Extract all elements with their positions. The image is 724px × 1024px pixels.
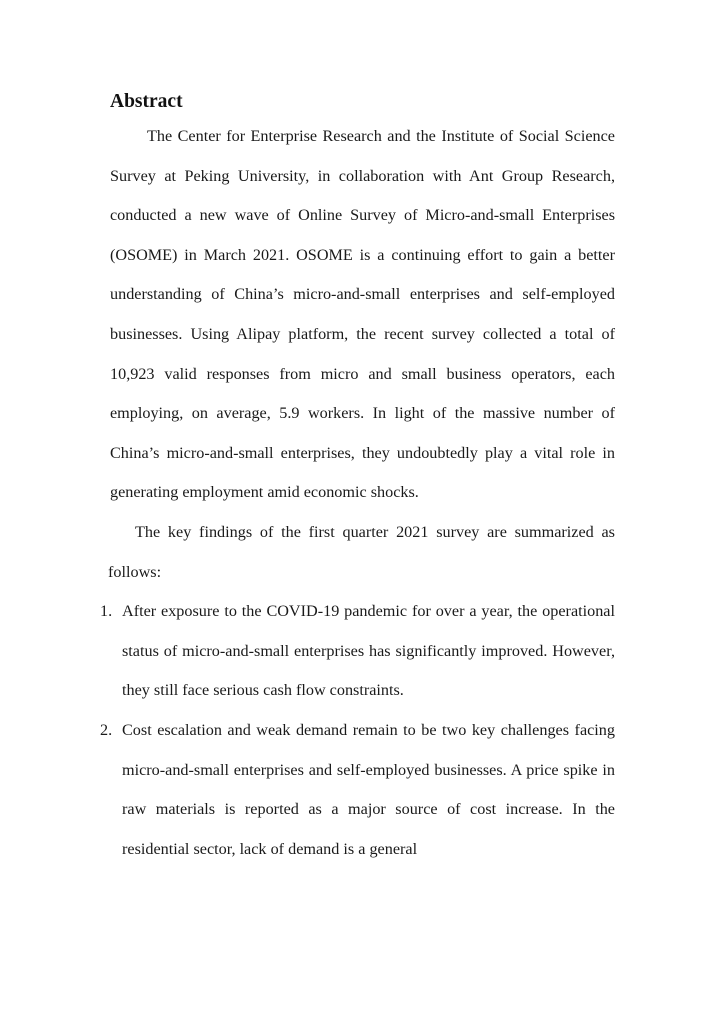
finding-item bbox=[100, 592, 615, 711]
finding-number: 1. bbox=[100, 602, 113, 621]
finding-item bbox=[100, 711, 615, 869]
abstract-paragraph-1: The Center for Enterprise Research and the Institute of Social Science Survey at Peking University, in collaboration with Ant Group Research, conducted a new wave of Online Survey of Micro-and-small Enterprises (OSOME) in March 2021. OSOME is a continuing effort to gain a better understanding of China’s micro-and-small enterprises and self-employed businesses. Using Alipay platform, the recent survey collected a total of 10,923 valid responses from micro and small business operators, each employing, on average, 5.9 workers. In light of the massive number of China’s micro-and-small enterprises, they undoubtedly play a vital role in generating employment amid economic shocks. bbox=[110, 127, 615, 502]
finding-number: 2. bbox=[100, 720, 113, 739]
finding-text: Cost escalation and weak demand remain to be two key challenges facing micro-and-small enterprises and self-employed businesses. A price spike in raw materials is reported as a major source of cost increase. In the residential sector, lack of demand is a general bbox=[122, 720, 615, 858]
abstract-paragraph-2: The key findings of the first quarter 2021 survey are summarized as follows: bbox=[108, 522, 615, 581]
abstract-heading: Abstract bbox=[110, 91, 183, 112]
document-page bbox=[100, 88, 615, 869]
key-findings-list bbox=[100, 592, 615, 869]
finding-text: After exposure to the COVID-19 pandemic for over a year, the operational status of micro-and-small enterprises has significantly improved. However, they still face serious cash flow constraints. bbox=[122, 602, 615, 700]
